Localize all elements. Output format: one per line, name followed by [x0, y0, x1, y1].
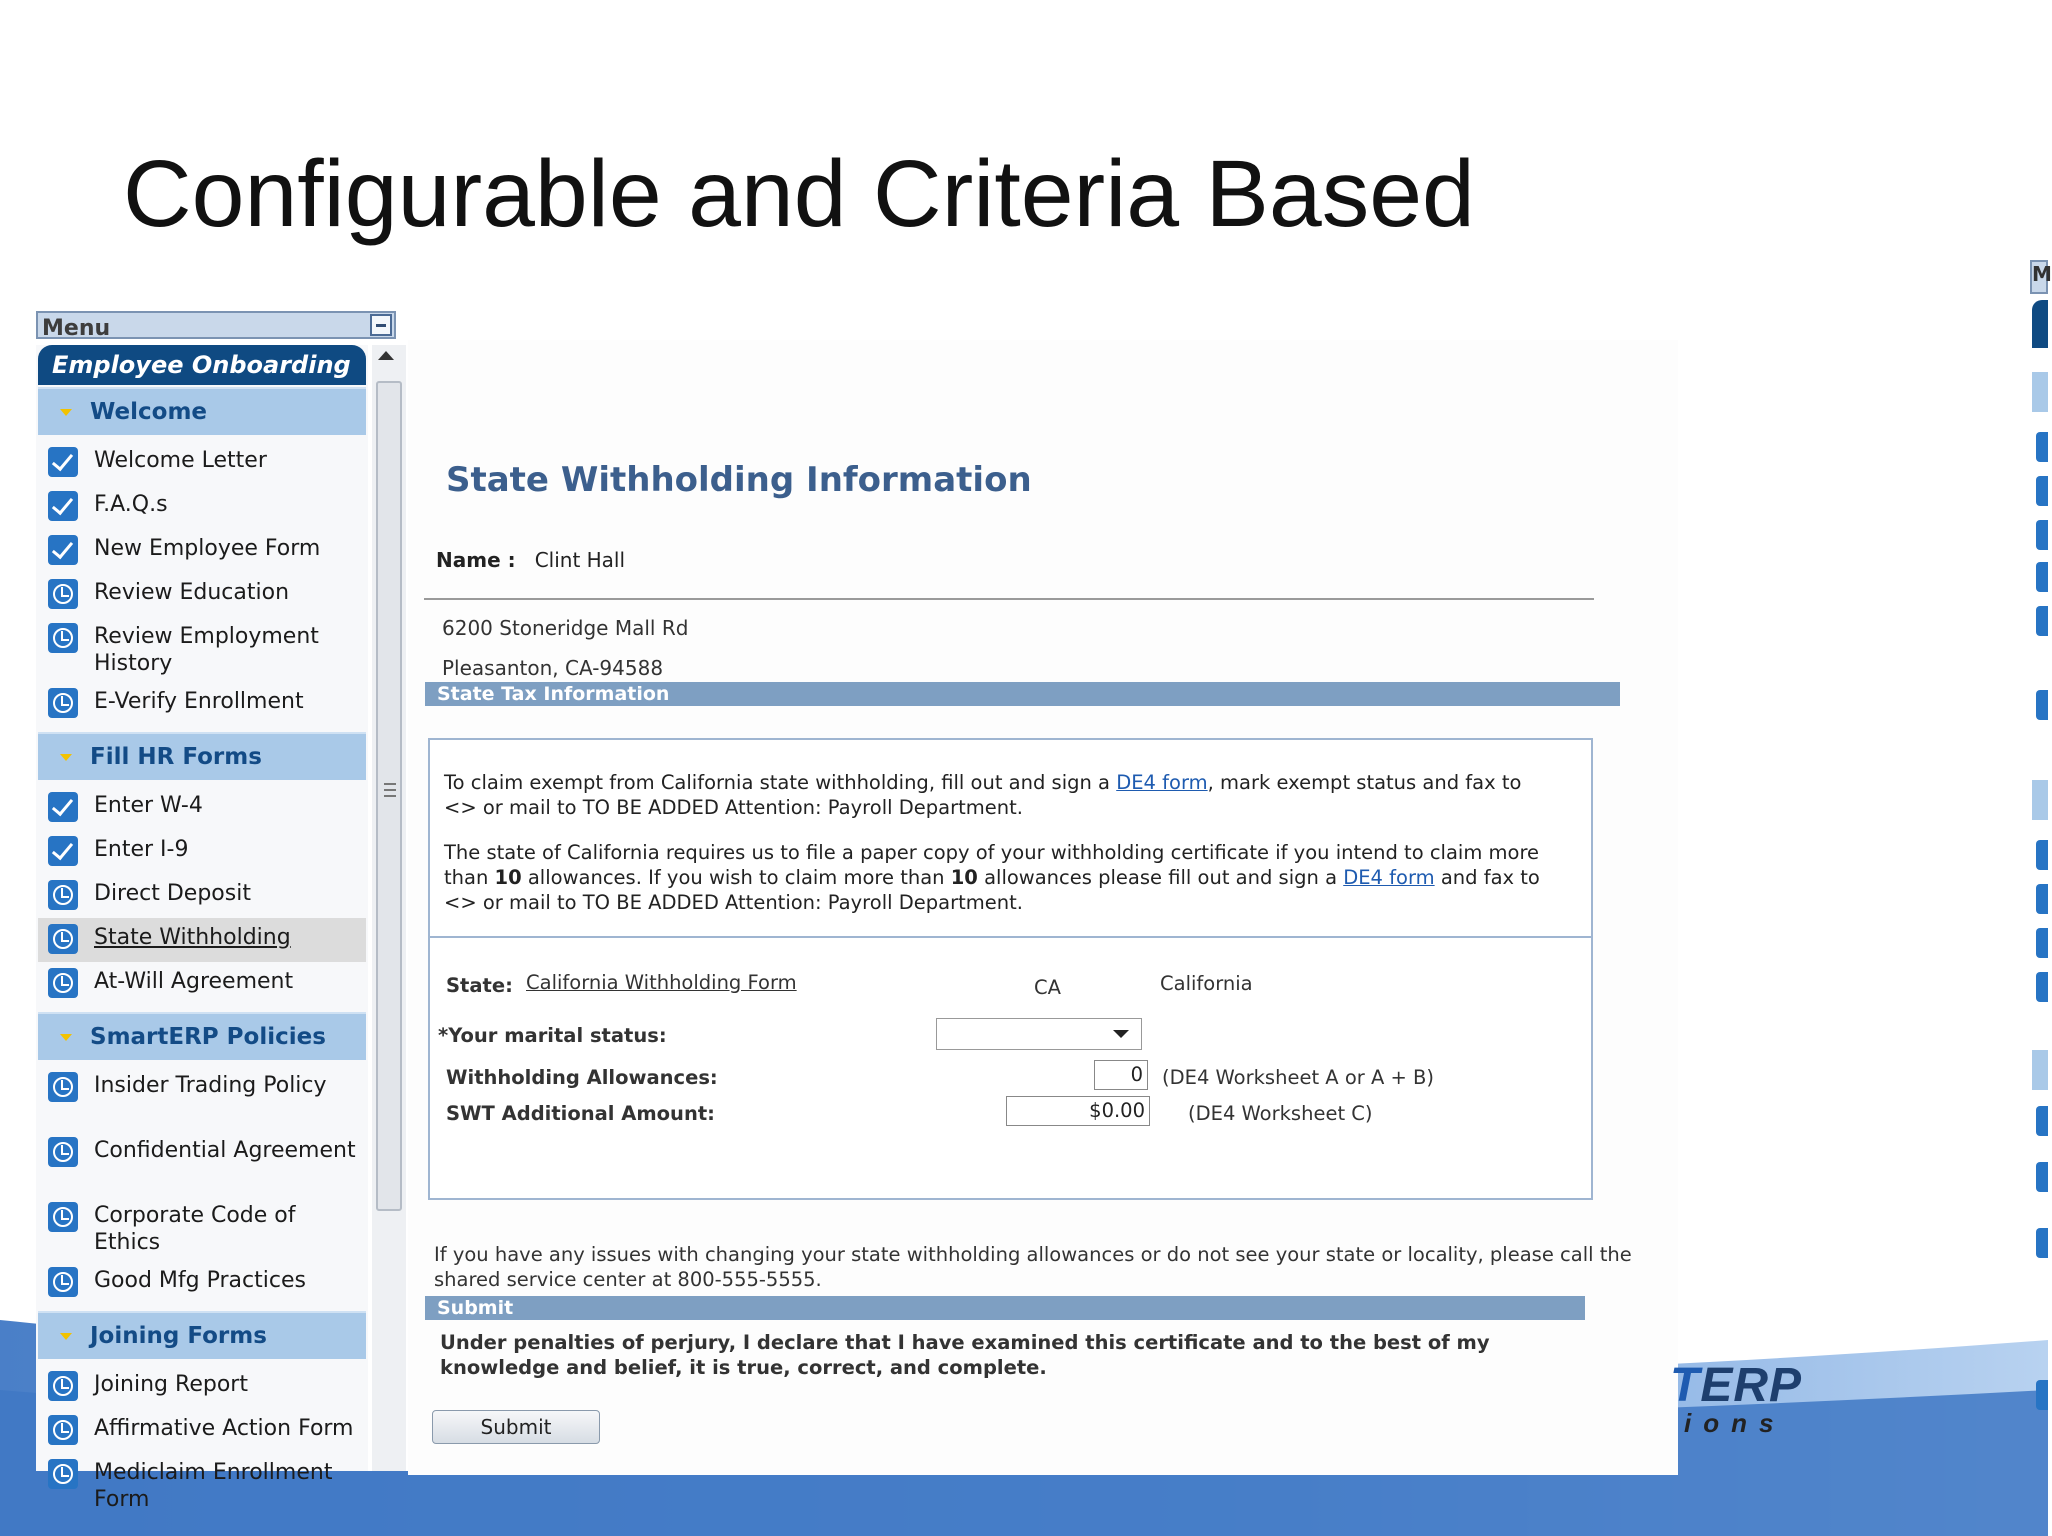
swt-additional-input[interactable]: $0.00 — [1006, 1096, 1150, 1126]
status-icon — [2036, 432, 2048, 462]
status-icon — [2036, 476, 2048, 506]
menu-header — [36, 311, 396, 339]
form-title: State Withholding Information — [446, 460, 1032, 500]
state-label: State: — [446, 974, 513, 997]
name-label: Name : — [436, 548, 516, 572]
de4-form-link-2[interactable]: DE4 form — [1343, 866, 1435, 889]
menu-item[interactable] — [38, 830, 366, 874]
menu-item-label: Corporate Code of Ethics — [94, 1203, 296, 1255]
menu-item[interactable] — [38, 1261, 366, 1305]
clock-icon — [48, 1459, 78, 1489]
swt-note: (DE4 Worksheet C) — [1188, 1102, 1373, 1125]
state-name: California — [1160, 972, 1253, 995]
logo-line2: ions — [1684, 1408, 1786, 1438]
status-icon — [2036, 690, 2048, 720]
right-window-section — [2032, 1050, 2048, 1090]
menu-item-label: State Withholding — [94, 925, 291, 950]
de4-form-link[interactable]: DE4 form — [1116, 771, 1208, 794]
swt-additional-label: SWT Additional Amount: — [446, 1102, 715, 1125]
withholding-allowances-input[interactable]: 0 — [1094, 1060, 1148, 1090]
right-window-section — [2032, 780, 2048, 820]
checkmark-icon — [48, 792, 78, 822]
menu-item-label: E-Verify Enrollment — [94, 689, 304, 714]
marital-status-label: *Your marital status: — [438, 1024, 667, 1047]
checkmark-icon — [48, 535, 78, 565]
checkmark-icon — [48, 447, 78, 477]
para2-num2: 10 — [950, 866, 978, 889]
chevron-down-icon — [1113, 1030, 1129, 1038]
divider — [424, 598, 1594, 600]
menu-item[interactable] — [38, 617, 366, 682]
scrollbar-thumb[interactable] — [376, 381, 402, 1211]
status-icon — [2036, 972, 2048, 1002]
clock-icon — [48, 1072, 78, 1102]
menu-item[interactable] — [38, 1131, 366, 1196]
clock-icon — [48, 579, 78, 609]
onboarding-menu — [36, 311, 408, 1512]
slide-title: Configurable and Criteria Based — [123, 141, 1475, 247]
menu-item-label: Direct Deposit — [94, 881, 251, 906]
menu-item-label: Review Education — [94, 580, 290, 605]
menu-header-label: Menu — [42, 316, 111, 341]
collapse-icon[interactable] — [370, 314, 392, 336]
perjury-statement: Under penalties of perjury, I declare that I have examined this certificate and to the best of my knowledge and belief, it is true, correct, and complete. — [440, 1331, 1490, 1379]
grip-icon — [384, 783, 396, 797]
caret-down-icon — [60, 409, 72, 416]
menu-section-title: Welcome — [90, 399, 208, 425]
menu-section-title: SmartERP Policies — [90, 1024, 326, 1050]
menu-item[interactable] — [38, 1196, 366, 1261]
status-icon — [2036, 1162, 2048, 1192]
menu-item-label: Enter I-9 — [94, 837, 189, 862]
menu-item-label: Affirmative Action Form — [94, 1416, 354, 1441]
right-window-header: M — [2030, 260, 2048, 294]
menu-section-title: Joining Forms — [90, 1323, 267, 1349]
status-icon — [2036, 520, 2048, 550]
clock-icon — [48, 924, 78, 954]
clock-icon — [48, 880, 78, 910]
checkmark-icon — [48, 836, 78, 866]
exempt-paragraph — [444, 770, 1554, 820]
menu-list — [36, 345, 368, 1512]
status-icon — [2036, 562, 2048, 592]
status-icon — [2036, 606, 2048, 636]
right-window-section — [2032, 372, 2048, 412]
menu-item[interactable] — [38, 874, 366, 918]
state-tax-header: State Tax Information — [425, 682, 1620, 706]
california-withholding-form-link[interactable]: California Withholding Form — [526, 971, 797, 994]
para1-text-a: To claim exempt from California state withholding, fill out and sign a — [444, 771, 1117, 794]
address-line-1: 6200 Stoneridge Mall Rd — [442, 616, 689, 640]
name-row — [436, 548, 625, 572]
clock-icon — [48, 1202, 78, 1232]
allowance-paragraph — [444, 840, 1554, 915]
menu-item-label: Review Employment History — [94, 624, 319, 676]
menu-item[interactable] — [38, 1409, 366, 1453]
status-icon — [2036, 1228, 2048, 1258]
menu-item[interactable] — [38, 962, 366, 1006]
logo-t: T — [1670, 1359, 1701, 1412]
status-icon — [2036, 884, 2048, 914]
right-partial-window — [2030, 260, 2052, 1420]
menu-item[interactable] — [38, 441, 366, 485]
state-withholding-form — [408, 340, 1678, 1475]
menu-item[interactable] — [38, 682, 366, 726]
menu-item[interactable] — [38, 1365, 366, 1409]
menu-item[interactable] — [38, 1066, 366, 1131]
menu-item-label: F.A.Q.s — [94, 492, 168, 517]
menu-item-label: Enter W-4 — [94, 793, 203, 818]
para2-num1: 10 — [494, 866, 522, 889]
para1-text-b: , mark exempt status and fax to <> or mail to TO BE ADDED Attention: Payroll Department. — [444, 771, 1522, 819]
clock-icon — [48, 623, 78, 653]
menu-item-label: Good Mfg Practices — [94, 1268, 306, 1293]
menu-section-1[interactable] — [38, 732, 366, 780]
status-icon — [2036, 928, 2048, 958]
name-value: Clint Hall — [534, 548, 626, 572]
logo-erp: ERP — [1700, 1359, 1803, 1412]
menu-item-label: New Employee Form — [94, 536, 321, 561]
scroll-up-icon[interactable] — [378, 351, 394, 360]
withholding-allowances-label: Withholding Allowances: — [446, 1066, 718, 1089]
menu-item[interactable] — [38, 786, 366, 830]
submit-header: Submit — [425, 1296, 1585, 1320]
status-icon — [2036, 840, 2048, 870]
caret-down-icon — [60, 1333, 72, 1340]
menu-item[interactable] — [38, 529, 366, 573]
menu-item[interactable] — [38, 573, 366, 617]
menu-section-title: Fill HR Forms — [90, 744, 262, 770]
address-line-2: Pleasanton, CA-94588 — [442, 656, 664, 680]
menu-app-title: Employee Onboarding — [38, 345, 366, 385]
menu-item-label: Insider Trading Policy — [94, 1073, 327, 1098]
clock-icon — [48, 1137, 78, 1167]
checkmark-icon — [48, 491, 78, 521]
para2-text-d: and fax to <> or mail to TO BE ADDED Attention: Payroll Department. — [444, 866, 1540, 914]
caret-down-icon — [60, 754, 72, 761]
menu-item[interactable] — [38, 485, 366, 529]
allowances-note: (DE4 Worksheet A or A + B) — [1162, 1066, 1435, 1089]
clock-icon — [48, 1371, 78, 1401]
submit-button[interactable]: Submit — [432, 1410, 600, 1444]
issues-note: If you have any issues with changing your state withholding allowances or do not see your state or locality, please call the shared service center at 800-555-5555. — [434, 1243, 1632, 1291]
marital-status-select[interactable] — [936, 1018, 1142, 1050]
menu-scrollbar[interactable] — [372, 345, 406, 1471]
state-tax-box — [428, 738, 1593, 1200]
menu-item-label: Confidential Agreement — [94, 1138, 356, 1163]
menu-item[interactable] — [38, 918, 366, 962]
menu-section-3[interactable] — [38, 1311, 366, 1359]
menu-item-label: Joining Report — [94, 1372, 248, 1397]
company-logo — [1670, 1358, 1830, 1438]
menu-item-label: At-Will Agreement — [94, 969, 294, 994]
clock-icon — [48, 968, 78, 998]
right-window-title-bar — [2032, 300, 2048, 348]
menu-section-0[interactable] — [38, 387, 366, 435]
para2-text-b: allowances. If you wish to claim more than — [521, 866, 951, 889]
para2-text-a: The state of California requires us to file a paper copy of your withholding certificate if you intend to claim more than — [444, 841, 1540, 889]
menu-item-label: Welcome Letter — [94, 448, 267, 473]
clock-icon — [48, 1267, 78, 1297]
clock-icon — [48, 688, 78, 718]
menu-item-label: Mediclaim Enrollment Form — [94, 1460, 333, 1512]
status-icon — [2036, 1106, 2048, 1136]
menu-section-2[interactable] — [38, 1012, 366, 1060]
state-code: CA — [1034, 976, 1061, 999]
status-icon — [2036, 1380, 2048, 1410]
para2-text-c: allowances please fill out and sign a — [977, 866, 1344, 889]
clock-icon — [48, 1415, 78, 1445]
caret-down-icon — [60, 1034, 72, 1041]
menu-item[interactable] — [38, 1453, 366, 1518]
box-divider — [430, 936, 1591, 938]
logo-line1 — [1670, 1358, 1802, 1413]
